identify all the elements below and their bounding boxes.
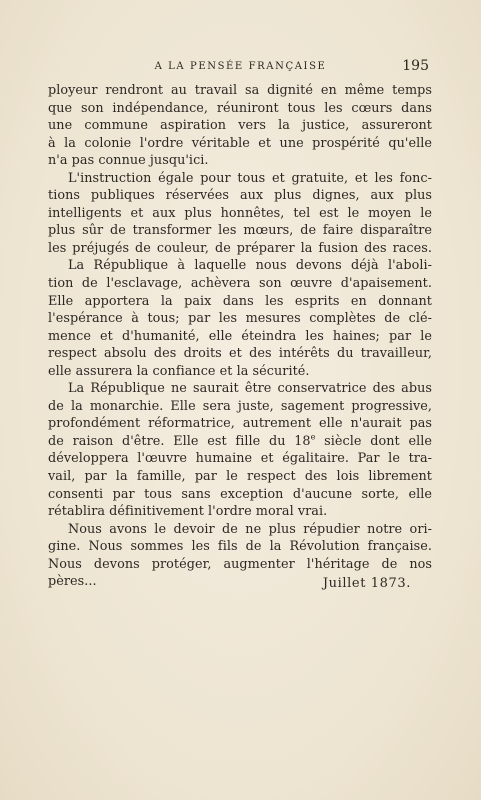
text-line: Elle apportera la paix dans les esprits en donnant xyxy=(48,293,432,309)
text-line: L'instruction égale pour tous et gratuite, et les fonc- xyxy=(68,170,432,186)
page-number: 195 xyxy=(402,58,429,74)
body-text xyxy=(48,82,432,591)
paragraph-1 xyxy=(48,82,432,170)
text-line: gine. Nous sommes les fils de la Révolution française. xyxy=(48,539,432,555)
text-line: développera l'œuvre humaine et égalitaire. Par le tra- xyxy=(48,451,432,467)
paragraph-2 xyxy=(48,170,432,258)
text-line: tion de l'esclavage, achèvera son œuvre d'apaisement. xyxy=(48,276,432,292)
text-line: n'a pas connue jusqu'ici. xyxy=(48,153,209,169)
text-line: à la colonie l'ordre véritable et une prospérité qu'elle xyxy=(48,135,432,151)
text-line: une commune aspiration vers la justice, assureront xyxy=(48,118,432,134)
text-line: elle assurera la confiance et la sécurité. xyxy=(48,363,310,379)
text-line: que son indépendance, réuniront tous les cœurs dans xyxy=(48,100,432,116)
text-line: les préjugés de couleur, de préparer la fusion des races. xyxy=(48,240,432,256)
text-segment: de raison d'être. Elle est fille du 18 xyxy=(48,433,311,449)
text-line: Nous avons le devoir de ne plus répudier notre ori- xyxy=(68,521,432,537)
text-line: ployeur rendront au travail sa dignité en même temps xyxy=(48,83,432,98)
text-line: plus sûr de transformer les mœurs, de faire disparaître xyxy=(48,223,432,239)
text-line: La République à laquelle nous devons déjà l'aboli- xyxy=(68,258,432,274)
text-line-with-superscript xyxy=(48,433,432,451)
text-line: tions publiques réservées aux plus dignes, aux plus xyxy=(48,188,432,204)
text-line: consenti par tous sans exception d'aucune sorte, elle xyxy=(48,486,432,502)
text-line: rétablira définitivement l'ordre moral vrai. xyxy=(48,504,328,520)
text-line: mence et d'humanité, elle éteindra les haines; par le xyxy=(48,328,432,344)
text-line: La République ne saurait être conservatrice des abus xyxy=(68,381,432,397)
running-head xyxy=(48,58,433,76)
text-line: de la monarchie. Elle sera juste, sagement progressive, xyxy=(48,398,432,414)
running-title: A LA PENSÉE FRANÇAISE xyxy=(154,61,327,72)
paragraph-4 xyxy=(48,380,432,520)
date-signature: Juillet 1873. xyxy=(322,576,411,591)
superscript: e xyxy=(310,432,316,442)
text-line: intelligents et aux plus honnêtes, tel est le moyen le xyxy=(48,205,432,221)
paragraph-3 xyxy=(48,257,432,380)
text-line: respect absolu des droits et des intérêts du travailleur, xyxy=(48,346,432,362)
text-line: Nous devons protéger, augmenter l'héritage de nos xyxy=(48,556,432,572)
text-line: pères... xyxy=(48,574,97,590)
text-line: vail, par la famille, par le respect des lois librement xyxy=(48,469,432,485)
text-line: l'espérance à tous; par les mesures complètes de clé- xyxy=(48,311,432,327)
text-segment: siècle dont elle xyxy=(315,433,432,449)
text-line: profondément réformatrice, autrement elle n'aurait pas xyxy=(48,416,432,432)
